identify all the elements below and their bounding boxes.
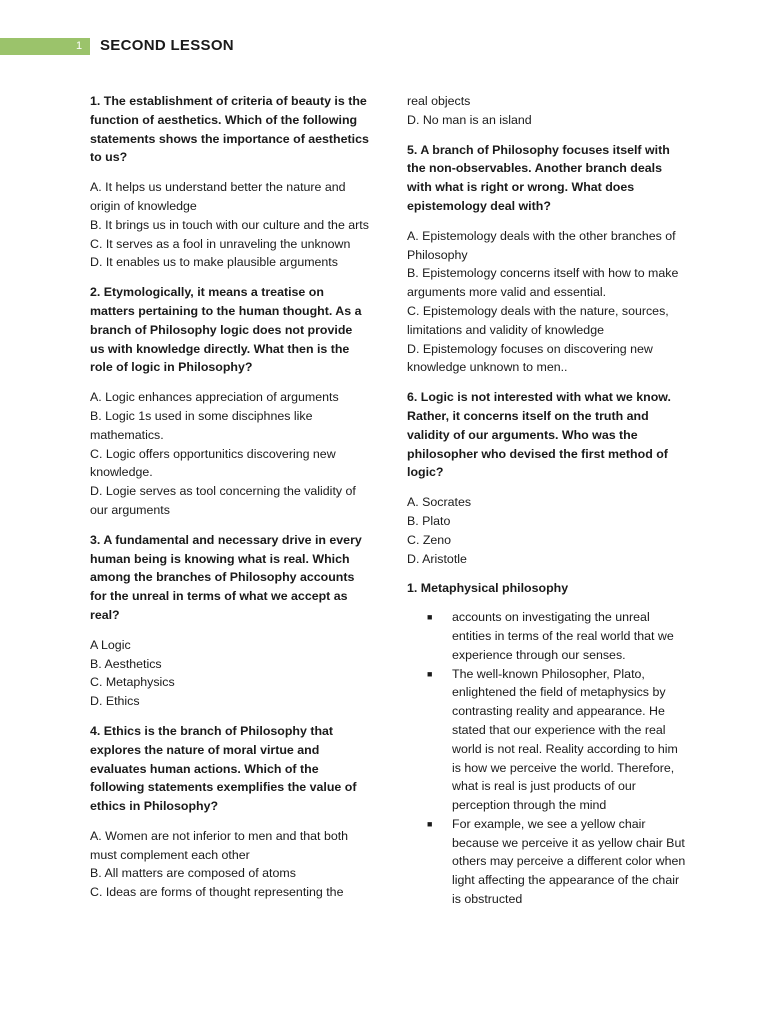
option: A. Women are not inferior to men and that both must complement each other — [90, 828, 349, 862]
square-bullet-icon: ■ — [427, 612, 433, 623]
option: B. Plato — [407, 513, 451, 528]
option: A. It helps us understand better the nature and origin of knowledge — [90, 180, 346, 213]
right-column — [407, 92, 689, 909]
option: A. Epistemology deals with the other branches of Philosophy — [407, 228, 676, 262]
square-bullet-icon: ■ — [427, 818, 433, 829]
bullet-item — [407, 608, 689, 664]
question-2-options — [90, 388, 370, 520]
question-1-options — [90, 178, 370, 272]
option: B. Epistemology concerns itself with how to make arguments more valid and essential. — [407, 266, 679, 300]
bullet-item — [407, 665, 689, 815]
bullet-text: The well-known Philosopher, Plato, enlightened the field of metaphysics by contrasting reality and appearance. He stated that our experience with the real world is not real. Reality according to him is how we perceive the world. Therefore, what is real is just products of our perception through the mind — [452, 666, 678, 813]
page-number: 1 — [75, 40, 83, 52]
option: A. Socrates — [407, 495, 472, 510]
option: D. Ethics — [90, 694, 140, 709]
option: real objects — [407, 94, 471, 108]
option: C. Ideas are forms of thought representing the — [90, 885, 344, 900]
option: B. All matters are composed of atoms — [90, 866, 296, 881]
option: C. Zeno — [407, 532, 452, 547]
option: C. It serves as a fool in unraveling the unknown — [90, 236, 351, 251]
option: A. Logic enhances appreciation of arguments — [90, 390, 339, 405]
option: B. Aesthetics — [90, 656, 162, 671]
question-6: 6. Logic is not interested with what we know. Rather, it concerns itself on the truth and validity of our arguments. Who was the philosopher who devised the first method of logic? — [407, 390, 671, 480]
option: B. Logic 1s used in some disciphnes like mathematics. — [90, 408, 313, 442]
question-2: 2. Etymologically, it means a treatise on matters pertaining to the human thought. As a branch of Philosophy logic does not provide us with knowledge directly. What then is the role of logic in Philosophy? — [90, 285, 362, 375]
square-bullet-icon: ■ — [427, 668, 433, 679]
question-4-options-continued — [407, 92, 689, 130]
question-5: 5. A branch of Philosophy focuses itself with the non-observables. Another branch deals with what is right or wrong. What does epistemology deal with? — [407, 142, 670, 213]
question-3: 3. A fundamental and necessary drive in every human being is knowing what is real. Which among the branches of Philosophy accounts for the unreal in terms of what we accept as real? — [90, 532, 362, 622]
page-title: SECOND LESSON — [100, 37, 234, 54]
question-6-options — [407, 493, 689, 568]
option: C. Logic offers opportunitics discovering new knowledge. — [90, 446, 336, 480]
bullet-text: accounts on investigating the unreal entities in terms of the real world that we experience through our senses. — [452, 610, 674, 662]
option: D. It enables us to make plausible arguments — [90, 255, 338, 270]
option: C. Epistemology deals with the nature, sources, limitations and validity of knowledge — [407, 303, 669, 337]
question-3-options — [90, 636, 370, 711]
option: D. Aristotle — [407, 551, 467, 566]
question-1: 1. The establishment of criteria of beauty is the function of aesthetics. Which of the following statements shows the importance of aesthetics to us? — [90, 94, 369, 165]
option: D. No man is an island — [407, 112, 532, 127]
option: C. Metaphysics — [90, 675, 175, 690]
option: D. Epistemology focuses on discovering new knowledge unknown to men.. — [407, 341, 653, 375]
left-column — [90, 92, 370, 913]
question-4-options — [90, 827, 370, 902]
option: A Logic — [90, 637, 131, 652]
bullet-item — [407, 815, 689, 909]
bullet-text: For example, we see a yellow chair because we perceive it as yellow chair But others may perceive a different color when light affecting the appearance of the chair is obstructed — [452, 816, 686, 907]
question-5-options — [407, 227, 689, 377]
option: B. It brings us in touch with our culture and the arts — [90, 217, 369, 232]
bullet-list — [407, 608, 689, 909]
section-heading: 1. Metaphysical philosophy — [407, 581, 569, 596]
option: D. Logie serves as tool concerning the validity of our arguments — [90, 484, 356, 517]
question-4: 4. Ethics is the branch of Philosophy that explores the nature of moral virtue and evaluates human actions. Which of the following statements exemplifies the value of ethics in Philosophy? — [90, 723, 357, 814]
